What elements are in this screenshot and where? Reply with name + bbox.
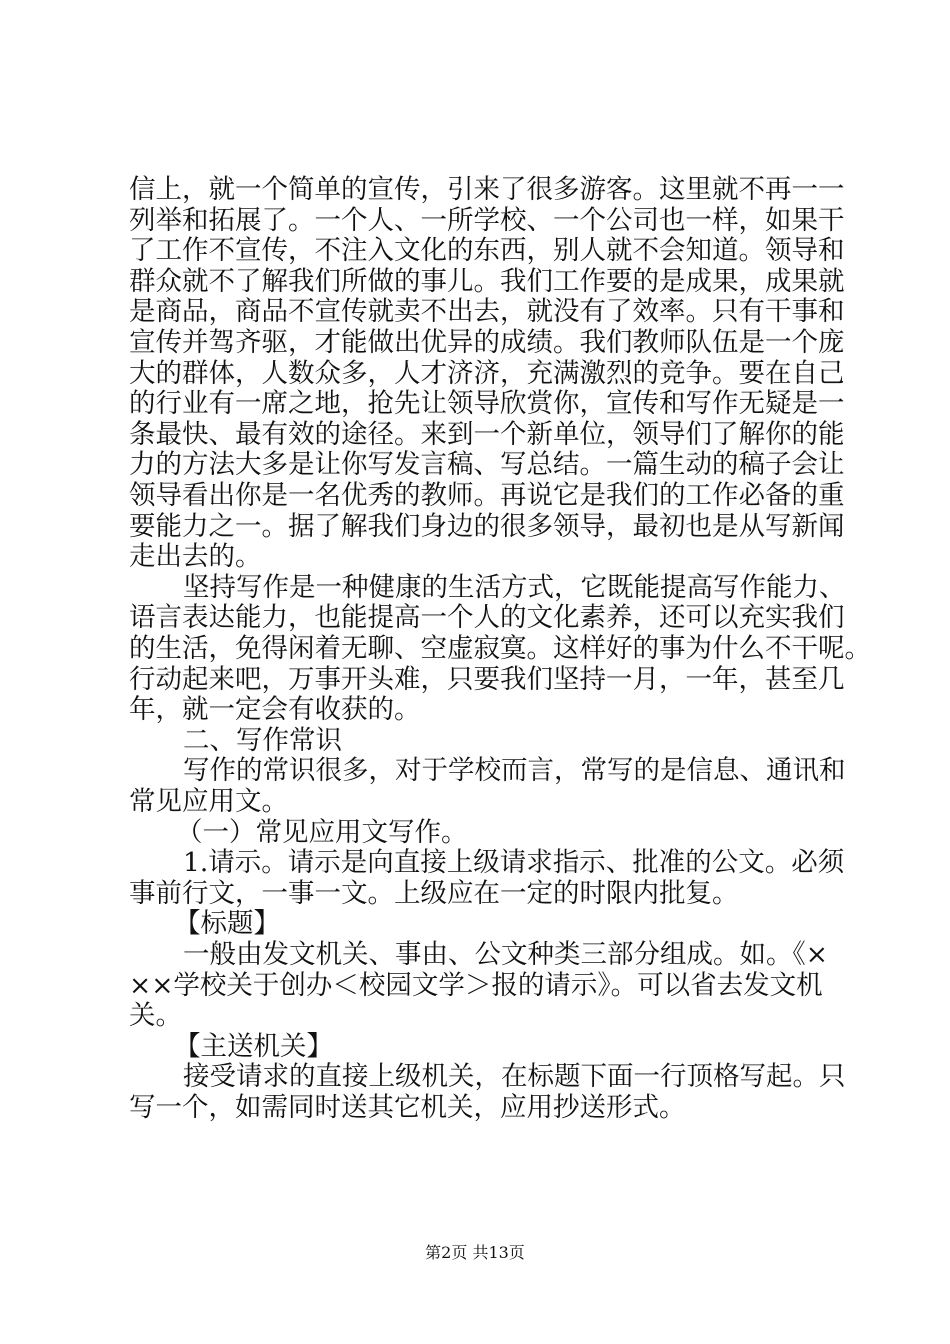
page-number-label: 第2页 共13页 bbox=[425, 1243, 525, 1262]
text-line: 了工作不宣传，不注入文化的东西，别人就不会知道。领导和 bbox=[129, 235, 845, 267]
text-line: 的行业有一席之地，抢先让领导欣赏你，宣传和写作无疑是一 bbox=[129, 388, 845, 420]
text-line: 行动起来吧，万事开头难，只要我们坚持一月，一年，甚至几 bbox=[129, 663, 845, 695]
paragraph-first-line: 一般由发文机关、事由、公文种类三部分组成。如。《× bbox=[183, 939, 828, 970]
text-line: 是商品，商品不宣传就卖不出去，就没有了效率。只有干事和 bbox=[129, 296, 845, 328]
text-line: 写一个，如需同时送其它机关，应用抄送形式。 bbox=[129, 1092, 686, 1123]
paragraph-first-line: 坚持写作是一种健康的生活方式，它既能提高写作能力、 bbox=[183, 571, 846, 603]
text-line: 关。 bbox=[129, 1000, 182, 1032]
paragraph-first-line: 接受请求的直接上级机关，在标题下面一行顶格写起。只 bbox=[183, 1061, 846, 1093]
text-line: 条最快、最有效的途径。来到一个新单位，领导们了解你的能 bbox=[129, 418, 845, 450]
text-line: 常见应用文。 bbox=[129, 786, 288, 817]
text-line: 宣传并驾齐驱，才能做出优异的成绩。我们教师队伍是一个庞 bbox=[129, 327, 845, 358]
bracket-heading-recipient: 【主送机关】 bbox=[174, 1030, 333, 1062]
paragraph-first-line: 1.请示。请示是向直接上级请求指示、批准的公文。必须 bbox=[183, 847, 845, 879]
subsection-heading: （一）常见应用文写作。 bbox=[176, 816, 468, 848]
text-line: 的生活，免得闲着无聊、空虚寂寞。这样好的事为什么不干呢。 bbox=[129, 633, 871, 664]
text-line: 年，就一定会有收获的。 bbox=[129, 694, 421, 726]
text-line: 要能力之一。据了解我们身边的很多领导，最初也是从写新闻 bbox=[129, 510, 845, 542]
text-line: 语言表达能力，也能提高一个人的文化素养，还可以充实我们 bbox=[129, 602, 845, 634]
text-line: 事前行文，一事一文。上级应在一定的时限内批复。 bbox=[129, 877, 739, 909]
text-line: 大的群体，人数众多，人才济济，充满激烈的竞争。要在自己 bbox=[129, 357, 845, 389]
text-line: 力的方法大多是让你写发言稿、写总结。一篇生动的稿子会让 bbox=[129, 449, 845, 481]
text-line: 列举和拓展了。一个人、一所学校、一个公司也一样，如果干 bbox=[129, 204, 845, 236]
text-line: 领导看出你是一名优秀的教师。再说它是我们的工作必备的重 bbox=[129, 480, 845, 511]
text-line: 群众就不了解我们所做的事儿。我们工作要的是成果，成果就 bbox=[129, 265, 845, 297]
section-heading: 二、写作常识 bbox=[183, 724, 342, 756]
text-line: 走出去的。 bbox=[129, 541, 262, 573]
text-line: 信上，就一个简单的宣传，引来了很多游客。这里就不再一一 bbox=[129, 174, 845, 205]
text-line: ××学校关于创办＜校园文学＞报的请示》。可以省去发文机 bbox=[129, 969, 823, 1001]
page-footer bbox=[0, 1243, 950, 1263]
bracket-heading-title: 【标题】 bbox=[174, 908, 280, 940]
paragraph-first-line: 写作的常识很多，对于学校而言，常写的是信息、通讯和 bbox=[183, 755, 846, 787]
